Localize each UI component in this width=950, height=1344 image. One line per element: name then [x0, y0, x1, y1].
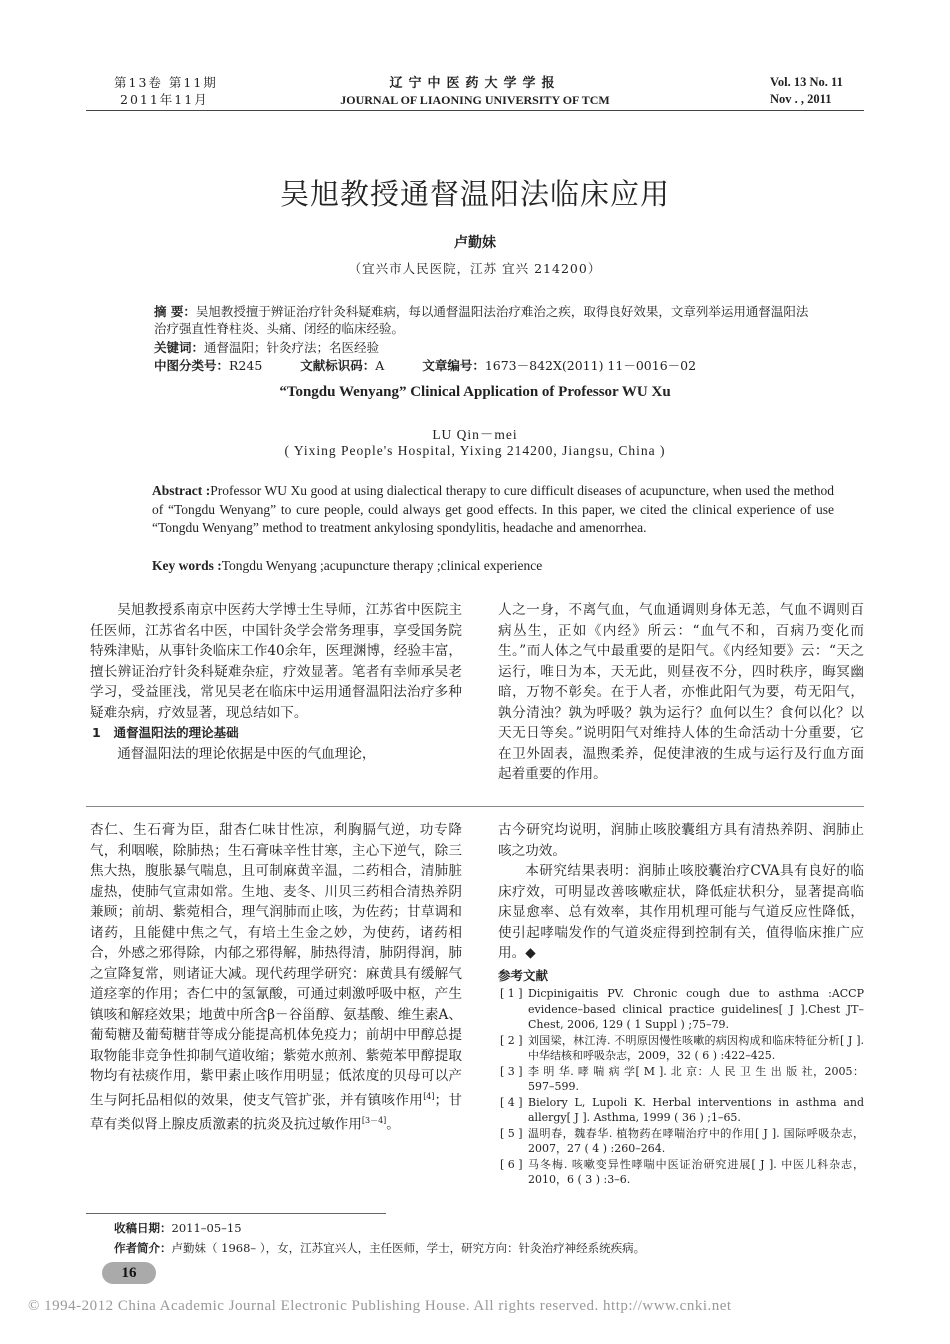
reference-text: Dicpinigaitis PV. Chronic cough due to asthma :ACCP evidence–based clinical practice guidelines[ J ].Chest JT–Chest, 2006, 129 ( 1 Suppl ) ;75–79.	[528, 987, 864, 1031]
paragraph: 古今研究均说明，润肺止咳胶囊组方具有清热养阴、润肺止咳之功效。	[498, 822, 864, 859]
keywords-cn-text: 通督温阳；针灸疗法；名医经验	[204, 340, 380, 355]
copyright-notice: © 1994-2012 China Academic Journal Electronic Publishing House. All rights reserved. http://www.cnki.net	[28, 1298, 732, 1314]
abstract-cn	[154, 303, 818, 337]
english-author: LU Qin－mei	[432, 427, 518, 442]
text-run: 。	[386, 1116, 400, 1133]
paragraph: 吴旭教授系南京中医药大学博士生导师，江苏省中医院主任医师，江苏省名中医，中国针灸学会常务理事，享受国务院特殊津贴，从事针灸临床工作40余年，医理渊博，经验丰富，擅长辨证治疗针灸科疑难杂症，疗效显著。笔者有幸师承吴老学习，受益匪浅，常见吴老在临床中运用通督温阳法治疗多种疑难杂病，疗效显著，现总结如下。	[90, 602, 462, 721]
section-title: 通督温阳法的理论基础	[113, 725, 239, 740]
keywords-en	[152, 558, 542, 574]
reference-number: [ 3 ]	[500, 1064, 523, 1078]
bio-text: 卢勤妹（ 1968– ），女，江苏宜兴人，主任医师，学士，研究方向：针灸治疗神经系统疾病。	[171, 1241, 646, 1255]
article-no-value: 1673－842X(2011) 11－0016－02	[484, 358, 697, 373]
text-run: 本研究结果表明：润肺止咳胶囊治疗CVA具有良好的临床疗效，可明显改善咳嗽症状，降低症状积分，显著提高临床显愈率、总有效率，其作用机理可能与气道反应性降低，使引起哮喘发作的气道炎症得到控制有关，值得临床推广应用。	[498, 863, 864, 961]
reference-item	[498, 1033, 864, 1064]
body-column-1	[90, 600, 462, 764]
section-heading	[90, 723, 462, 744]
bio-label: 作者简介：	[114, 1241, 172, 1255]
author-affiliation: （宜兴市人民医院，江苏 宜兴 214200）	[348, 261, 602, 276]
section-number: 1	[92, 725, 101, 740]
journal-name-en: JOURNAL OF LIAONING UNIVERSITY OF TCM	[340, 93, 610, 107]
volume-issue-cn: 第13卷 第11期	[114, 75, 218, 90]
date-en: Nov . , 2011	[770, 92, 832, 106]
abstract-en	[152, 482, 834, 538]
reference-item	[498, 1157, 864, 1188]
footnote-author-bio	[114, 1240, 645, 1256]
page-number: 16	[102, 1262, 156, 1284]
keywords-en-text: Tongdu Wenyang ;acupuncture therapy ;clinical experience	[221, 558, 543, 573]
references-heading: 参考文献	[498, 967, 549, 983]
reference-number: [ 6 ]	[500, 1157, 523, 1171]
abstract-cn-text: 吴旭教授擅于辨证治疗针灸科疑难病，每以通督温阳法治疗难治之疾，取得良好效果，文章列举运用通督温阳法治疗强直性脊柱炎、头痛、闭经的临床经验。	[154, 304, 809, 336]
received-date: 2011–05–15	[171, 1221, 242, 1235]
reference-text: 李 明 华. 哮 喘 病 学[ M ]. 北 京：人 民 卫 生 出 版 社，2005：597–599.	[528, 1064, 864, 1093]
classification-line	[154, 356, 696, 374]
citation: [4]	[423, 1091, 435, 1101]
reference-text: 马冬梅. 咳嗽变异性哮喘中医证治研究进展[ J ]. 中医儿科杂志，2010，6 ( 3 ) :3–6.	[528, 1157, 864, 1186]
paragraph: 人之一身，不离气血，气血通调则身体无恙，气血不调则百病丛生，正如《内经》所云：“血气不和，百病乃变化而生。”而人体之气中最重要的是阳气。《内经知要》云：“天之运行，唯日为本，天无此，则昼夜不分，四时秩序，晦冥幽暗，万物不彰矣。在于人者，亦惟此阳气为要，苟无阳气，孰分清浊？孰为呼吸？孰为运行？血何以生？食何以化？以天无日等矣。”说明阳气对维持人体的生命活动十分重要，它在卫外固表，温煦柔养，促使津液的生成与运行及行血方面起着重要的作用。	[498, 602, 864, 782]
end-mark-icon: ◆	[525, 945, 536, 961]
reference-number: [ 2 ]	[500, 1033, 523, 1047]
reference-number: [ 1 ]	[500, 987, 523, 1000]
footnote-rule	[86, 1213, 386, 1214]
keywords-en-label: Key words :	[152, 558, 222, 573]
english-title: “Tongdu Wenyang” Clinical Application of Professor WU Xu	[279, 384, 671, 400]
header-rule	[86, 110, 864, 111]
clc-label: 中图分类号：	[154, 358, 230, 373]
reference-text: 温明春，魏春华. 植物药在哮喘治疗中的作用[ J ]. 国际呼吸杂志，2007，27 ( 4 ) :260–264.	[528, 1126, 864, 1155]
doc-code-value: A	[375, 358, 385, 373]
keywords-cn-label: 关键词：	[154, 340, 205, 355]
article-no-label: 文章编号：	[422, 358, 485, 373]
article-title: 吴旭教授通督温阳法临床应用	[279, 177, 670, 211]
author-name: 卢勤妹	[454, 235, 496, 251]
clc-value: R245	[229, 358, 263, 373]
english-affiliation: ( Yixing People's Hospital, Yixing 214200, Jiangsu, China )	[284, 443, 666, 458]
paragraph	[498, 861, 864, 964]
reference-text: 刘国梁，林江涛. 不明原因慢性咳嗽的病因构成和临床特征分析[ J ]. 中华结核和呼吸杂志，2009，32 ( 6 ) :422–425.	[528, 1033, 864, 1062]
reference-text: Bielory L, Lupoli K. Herbal interventions in asthma and allergy[ J ]. Asthma, 1999 ( 36 ) ;1–65.	[528, 1095, 864, 1124]
citation: [3－4]	[361, 1115, 387, 1125]
reference-number: [ 4 ]	[500, 1095, 523, 1109]
reference-number: [ 5 ]	[500, 1126, 523, 1140]
paragraph: 通督温阳法的理论依据是中医的气血理论，	[117, 745, 376, 762]
section-divider	[86, 806, 864, 807]
paragraph	[90, 820, 462, 1135]
body-column-2	[498, 600, 864, 785]
header-volume-en	[770, 74, 843, 108]
keywords-cn	[154, 338, 379, 356]
text-run: 杏仁、生石膏为臣，甜杏仁味甘性凉，利胸膈气逆，功专降气，利咽喉，除肺热；生石膏味辛性甘寒，主心下逆气，除三焦大热，腹胀暴气喘息，且可制麻黄辛温，二药相合，清肺脏虚热，使肺气宣肃如常。生地、麦冬、川贝三药相合清热养阴兼顾；前胡、紫菀相合，理气润肺而止咳，为佐药；甘草调和诸药，且能健中焦之气，有培土生金之妙，为使药，诸药相合，外感之邪得除，内郁之邪得解，肺热得清，肺阴得润，肺之宣降复常，则诸证大减。现代药理学研究：麻黄具有缓解气道痉挛的作用；杏仁中的氢氰酸，可通过刺激呼吸中枢，产生镇咳和解痉效果；地黄中所含β－谷甾醇、氨基酸、维生素A、葡萄糖及葡萄糖苷等成分能提高机体免疫力；前胡中甲醇总提取物能非竞争性抑制气道收缩；紫菀水煎剂、紫菀苯甲醇提取物均有祛痰作用，紫甲素止咳作用明显；低浓度的贝母可以产生与阿托品相似的效果，使支气管扩张，并有镇咳作用	[90, 822, 462, 1109]
body-column-3	[90, 820, 462, 1135]
abstract-cn-label: 摘 要：	[154, 304, 196, 319]
reference-item	[498, 1126, 864, 1157]
doc-code-label: 文献标识码：	[300, 358, 376, 373]
date-cn: 2011年11月	[120, 92, 209, 107]
text-run: ；甘草有类似肾上腺皮质激素的抗炎及抗过敏作用	[90, 1092, 463, 1133]
received-label: 收稿日期：	[114, 1221, 172, 1235]
reference-item	[498, 1064, 864, 1095]
abstract-en-text: Professor WU Xu good at using dialectical therapy to cure difficult diseases of acupuncture, when used the method of “Tongdu Wenyang” to cure people, could always get good effects. In this paper, we cited the clinical experience of use “Tongdu Wenyang” method to treatment ankylosing spondylitis, headache and amenorrhea.	[152, 483, 835, 535]
journal-name-cn: 辽宁中医药大学学报	[389, 76, 561, 91]
volume-issue-en: Vol. 13 No. 11	[770, 75, 843, 89]
reference-item	[498, 986, 864, 1033]
reference-item	[498, 1095, 864, 1126]
body-column-4	[498, 820, 864, 1188]
reference-list	[498, 986, 864, 1188]
abstract-en-label: Abstract :	[152, 483, 211, 498]
footnote-received	[114, 1220, 242, 1236]
